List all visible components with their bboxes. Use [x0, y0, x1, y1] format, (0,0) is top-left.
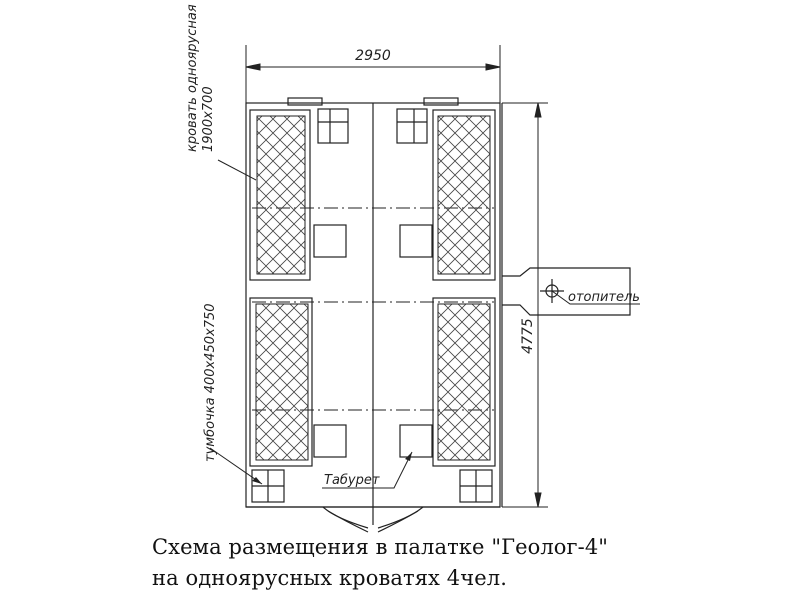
nightstand-label: тумбочка 400х450х750 — [203, 303, 218, 462]
stool-top-left — [318, 109, 348, 143]
nightstand-lower-right — [400, 425, 432, 457]
nightstand-upper-right — [400, 225, 432, 257]
bed-bottom-right — [433, 298, 495, 466]
caption-line-1: Схема размещения в палатке "Геолог-4" — [152, 535, 609, 559]
bed-top-left — [250, 110, 310, 280]
caption-line-2: на одноярусных кроватях 4чел. — [152, 566, 507, 590]
stool-label: Табурет — [324, 473, 380, 488]
bed-size-label: 1900х700 — [201, 86, 216, 152]
bed-label: кровать одноярусная — [185, 4, 200, 152]
length-dimension-value: 4775 — [520, 318, 536, 354]
nightstand-upper-left — [314, 225, 346, 257]
stool-bottom-right — [460, 470, 492, 502]
width-dimension-value: 2950 — [355, 48, 391, 64]
stool-bottom-left — [252, 470, 284, 502]
entrance-flaps — [323, 507, 423, 532]
heater-label: отопитель — [568, 290, 640, 305]
nightstand-lower-left — [314, 425, 346, 457]
bed-bottom-left — [250, 298, 312, 466]
stool-top-right — [397, 109, 427, 143]
bed-top-right — [433, 110, 495, 280]
